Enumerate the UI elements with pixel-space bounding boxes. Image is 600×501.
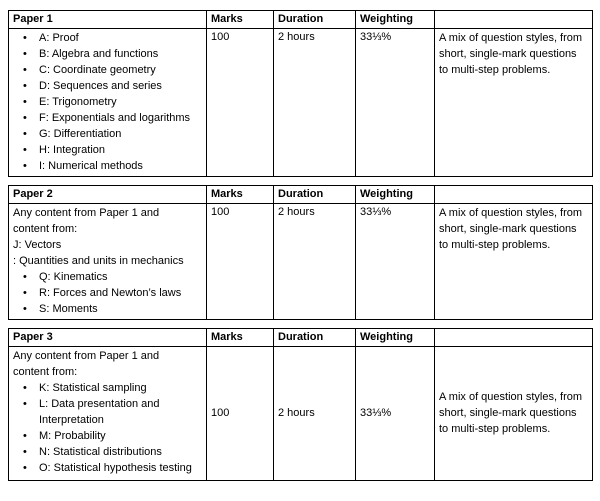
paper-3-marks: 100 xyxy=(207,347,274,481)
paper-3-description xyxy=(435,347,593,481)
list-item: • K: Statistical sampling xyxy=(39,380,202,396)
list-item: • M: Probability xyxy=(39,428,202,444)
spacer-row xyxy=(9,177,593,186)
marks-header: Marks xyxy=(207,186,274,204)
paper-2-intro-line-2: content from: xyxy=(13,223,78,235)
paper-3-header-row xyxy=(9,329,593,347)
description-text: A mix of question styles, from short, single-mark questions to multi-step problems. xyxy=(439,207,583,251)
paper-2-topic-list xyxy=(13,269,202,317)
duration-header: Duration xyxy=(274,11,356,29)
paper-1-body-row xyxy=(9,29,593,177)
paper-2-units-line: : Quantities and units in mechanics xyxy=(13,255,184,267)
list-item: • N: Statistical distributions xyxy=(39,444,202,460)
paper-2-weighting: 33⅓% xyxy=(356,204,435,320)
list-item: • C: Coordinate geometry xyxy=(39,62,202,78)
paper-1-duration: 2 hours xyxy=(274,29,356,177)
duration-header: Duration xyxy=(274,186,356,204)
marks-header: Marks xyxy=(207,329,274,347)
list-item: • Q: Kinematics xyxy=(39,269,202,285)
paper-2-content xyxy=(9,204,207,320)
list-item: • S: Moments xyxy=(39,301,202,317)
list-item: • D: Sequences and series xyxy=(39,78,202,94)
paper-3-duration: 2 hours xyxy=(274,347,356,481)
duration-header: Duration xyxy=(274,329,356,347)
list-item: • R: Forces and Newton’s laws xyxy=(39,285,202,301)
paper-2-vectors-line: J: Vectors xyxy=(13,239,62,251)
blank-header-cell xyxy=(435,329,593,347)
paper-3-intro-line-1: Any content from Paper 1 and xyxy=(13,350,160,362)
weighting-header: Weighting xyxy=(356,186,435,204)
paper-1-weighting: 33⅓% xyxy=(356,29,435,177)
marks-header: Marks xyxy=(207,11,274,29)
paper-3-body-row xyxy=(9,347,593,481)
list-item: • H: Integration xyxy=(39,142,202,158)
paper-2-body-row xyxy=(9,204,593,320)
blank-header-cell xyxy=(435,186,593,204)
paper-2-description xyxy=(435,204,593,320)
exam-papers-table xyxy=(8,10,593,481)
paper-2-header-row xyxy=(9,186,593,204)
paper-1-content xyxy=(9,29,207,177)
list-item: • F: Exponentials and logarithms xyxy=(39,110,202,126)
paper-1-title: Paper 1 xyxy=(9,11,207,29)
paper-1-description xyxy=(435,29,593,177)
description-text: A mix of question styles, from short, single-mark questions to multi-step problems. xyxy=(439,391,583,435)
list-item: • E: Trigonometry xyxy=(39,94,202,110)
list-item: • I: Numerical methods xyxy=(39,158,202,174)
paper-3-content xyxy=(9,347,207,481)
list-item: • A: Proof xyxy=(39,30,202,46)
paper-2-intro-line-1: Any content from Paper 1 and xyxy=(13,207,160,219)
paper-2-marks: 100 xyxy=(207,204,274,320)
paper-3-topic-list xyxy=(13,380,202,476)
paper-3-intro-line-2: content from: xyxy=(13,366,78,378)
list-item: • O: Statistical hypothesis testing xyxy=(39,460,202,476)
paper-2-title: Paper 2 xyxy=(9,186,207,204)
spacer-row xyxy=(9,320,593,329)
weighting-header: Weighting xyxy=(356,329,435,347)
list-item: • G: Differentiation xyxy=(39,126,202,142)
paper-3-weighting: 33⅓% xyxy=(356,347,435,481)
list-item: • L: Data presentation and Interpretation xyxy=(39,396,202,428)
description-text: A mix of question styles, from short, single-mark questions to multi-step problems. xyxy=(439,32,583,76)
list-item: • B: Algebra and functions xyxy=(39,46,202,62)
paper-3-title: Paper 3 xyxy=(9,329,207,347)
paper-1-marks: 100 xyxy=(207,29,274,177)
paper-2-duration: 2 hours xyxy=(274,204,356,320)
paper-1-header-row xyxy=(9,11,593,29)
weighting-header: Weighting xyxy=(356,11,435,29)
blank-header-cell xyxy=(435,11,593,29)
paper-1-topic-list xyxy=(13,30,202,174)
